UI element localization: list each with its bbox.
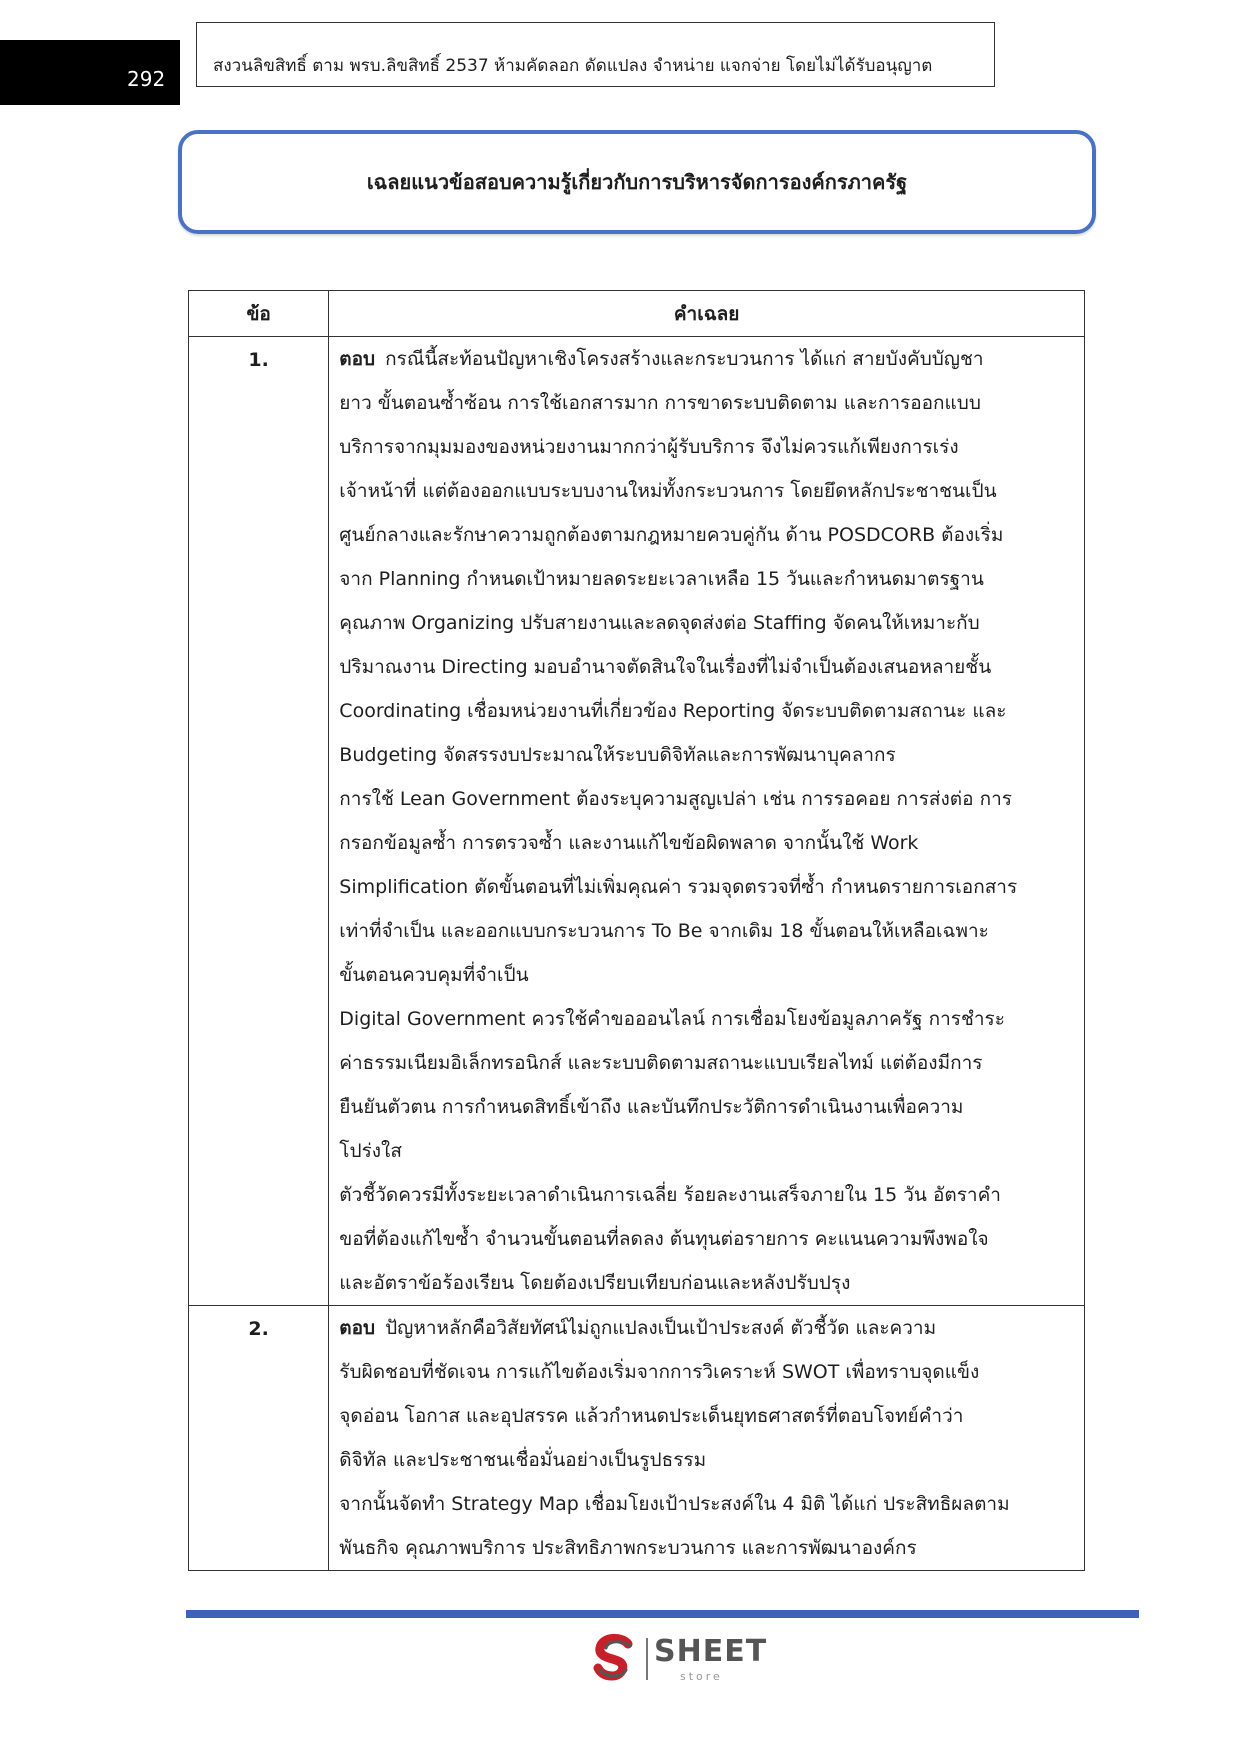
answer-line-text: ค่าธรรมเนียมอิเล็กทรอนิกส์ และระบบติดตามสถานะแบบเรียลไทม์ แต่ต้องมีการ	[339, 1052, 983, 1074]
answer-line	[339, 601, 1066, 645]
answer-line	[339, 1261, 1066, 1305]
answer-line	[339, 1129, 1066, 1173]
answer-line-text: พันธกิจ คุณภาพบริการ ประสิทธิภาพกระบวนการ และการพัฒนาองค์กร	[339, 1537, 917, 1559]
answer-line	[339, 1041, 1066, 1085]
answer-line-text: จุดอ่อน โอกาส และอุปสรรค แล้วกำหนดประเด็นยุทธศาสตร์ที่ตอบโจทย์คำว่า	[339, 1405, 964, 1427]
answer-line-text: จาก Planning กำหนดเป้าหมายลดระยะเวลาเหลือ 15 วันและกำหนดมาตรฐาน	[339, 568, 984, 590]
answer-line	[339, 1217, 1066, 1261]
answer-line	[339, 1394, 1066, 1438]
page-number: 292	[127, 67, 166, 91]
table-row	[189, 337, 1085, 1306]
answer-lead-label: ตอบ	[339, 1317, 376, 1339]
answer-line-text: ยืนยันตัวตน การกำหนดสิทธิ์เข้าถึง และบันทึกประวัติการดำเนินงานเพื่อความ	[339, 1096, 964, 1118]
question-number: 1.	[189, 337, 329, 1306]
answer-line	[339, 953, 1066, 997]
answer-line-text: บริการจากมุมมองของหน่วยงานมากกว่าผู้รับบริการ จึงไม่ควรแก้เพียงการเร่ง	[339, 436, 959, 458]
sheet-store-logo-icon	[588, 1632, 640, 1684]
page-number-tab	[0, 40, 180, 105]
answer-line	[339, 733, 1066, 777]
answer-line-text: Simplification ตัดขั้นตอนที่ไม่เพิ่มคุณค่า รวมจุดตรวจที่ซ้ำ กำหนดรายการเอกสาร	[339, 876, 1018, 898]
answer-line-text: Digital Government ควรใช้คำขอออนไลน์ การเชื่อมโยงข้อมูลภาครัฐ การชำระ	[339, 1008, 1005, 1030]
answer-line	[339, 645, 1066, 689]
answer-line-text: และอัตราข้อร้องเรียน โดยต้องเปรียบเทียบก่อนและหลังปรับปรุง	[339, 1272, 851, 1294]
answer-line	[339, 557, 1066, 601]
logo-separator	[646, 1638, 648, 1680]
answer-line	[339, 909, 1066, 953]
answer-line-text: รับผิดชอบที่ชัดเจน การแก้ไขต้องเริ่มจากการวิเคราะห์ SWOT เพื่อทราบจุดแข็ง	[339, 1361, 980, 1383]
page-title-text: เฉลยแนวข้อสอบความรู้เกี่ยวกับการบริหารจัดการองค์กรภาครัฐ	[366, 170, 908, 194]
table-header-row	[189, 291, 1085, 337]
answer-line-text: ขอที่ต้องแก้ไขซ้ำ จำนวนขั้นตอนที่ลดลง ต้นทุนต่อรายการ คะแนนความพึงพอใจ	[339, 1228, 989, 1250]
answer-line-text: การใช้ Lean Government ต้องระบุความสูญเปล่า เช่น การรอคอย การส่งต่อ การ	[339, 788, 1012, 810]
answer-line-text: จากนั้นจัดทำ Strategy Map เชื่อมโยงเป้าประสงค์ใน 4 มิติ ได้แก่ ประสิทธิผลตาม	[339, 1493, 1010, 1515]
answer-line-text: คุณภาพ Organizing ปรับสายงานและลดจุดส่งต่อ Staffing จัดคนให้เหมาะกับ	[339, 612, 980, 634]
answer-line	[339, 821, 1066, 865]
answer-line	[339, 425, 1066, 469]
answer-cell	[329, 1306, 1085, 1571]
column-header-number: ข้อ	[189, 291, 329, 337]
answer-line	[339, 1085, 1066, 1129]
answer-line-text: Coordinating เชื่อมหน่วยงานที่เกี่ยวข้อง Reporting จัดระบบติดตามสถานะ และ	[339, 700, 1007, 722]
answer-line-text: โปร่งใส	[339, 1140, 402, 1162]
footer-rule	[186, 1610, 1139, 1618]
answer-line	[339, 1350, 1066, 1394]
table-row	[189, 1306, 1085, 1571]
answer-line	[339, 777, 1066, 821]
answer-line-text: ปัญหาหลักคือวิสัยทัศน์ไม่ถูกแปลงเป็นเป้าประสงค์ ตัวชี้วัด และความ	[385, 1317, 937, 1339]
sheet-store-logo	[588, 1632, 768, 1688]
answer-line	[339, 865, 1066, 909]
answer-line	[339, 1526, 1066, 1570]
answer-line-text: ขั้นตอนควบคุมที่จำเป็น	[339, 964, 529, 986]
answer-line-text: กรณีนี้สะท้อนปัญหาเชิงโครงสร้างและกระบวนการ ได้แก่ สายบังคับบัญชา	[385, 348, 984, 370]
logo-subtext: store	[680, 1670, 723, 1683]
answer-line	[339, 513, 1066, 557]
answer-line	[339, 1438, 1066, 1482]
answer-line-text: Budgeting จัดสรรงบประมาณให้ระบบดิจิทัลและการพัฒนาบุคลากร	[339, 744, 896, 766]
answer-line	[339, 1173, 1066, 1217]
answer-line-text: ปริมาณงาน Directing มอบอำนาจตัดสินใจในเรื่องที่ไม่จำเป็นต้องเสนอหลายชั้น	[339, 656, 992, 678]
answer-line-text: ศูนย์กลางและรักษาความถูกต้องตามกฎหมายควบคู่กัน ด้าน POSDCORB ต้องเริ่ม	[339, 524, 1004, 546]
answer-line-text: ยาว ขั้นตอนซ้ำซ้อน การใช้เอกสารมาก การขาดระบบติดตาม และการออกแบบ	[339, 392, 981, 414]
page-title	[178, 130, 1096, 234]
answer-line	[339, 381, 1066, 425]
answer-line-text: เท่าที่จำเป็น และออกแบบกระบวนการ To Be จากเดิม 18 ขั้นตอนให้เหลือเฉพาะ	[339, 920, 989, 942]
question-number: 2.	[189, 1306, 329, 1571]
answer-cell	[329, 337, 1085, 1306]
answer-lead-label: ตอบ	[339, 348, 376, 370]
answer-line	[339, 1306, 1066, 1350]
answer-line-text: ตัวชี้วัดควรมีทั้งระยะเวลาดำเนินการเฉลี่ย ร้อยละงานเสร็จภายใน 15 วัน อัตราคำ	[339, 1184, 1001, 1206]
answer-line-text: ดิจิทัล และประชาชนเชื่อมั่นอย่างเป็นรูปธรรม	[339, 1449, 707, 1471]
answer-line	[339, 469, 1066, 513]
answer-line	[339, 337, 1066, 381]
answer-line	[339, 689, 1066, 733]
logo-wordmark: SHEET	[654, 1634, 768, 1669]
answer-line	[339, 997, 1066, 1041]
answer-line	[339, 1482, 1066, 1526]
answer-line-text: กรอกข้อมูลซ้ำ การตรวจซ้ำ และงานแก้ไขข้อผิดพลาด จากนั้นใช้ Work	[339, 832, 919, 854]
answer-line-text: เจ้าหน้าที่ แต่ต้องออกแบบระบบงานใหม่ทั้งกระบวนการ โดยยึดหลักประชาชนเป็น	[339, 480, 997, 502]
column-header-answer: คำเฉลย	[329, 291, 1085, 337]
answer-table	[188, 290, 1085, 1571]
copyright-notice: สงวนลิขสิทธิ์ ตาม พรบ.ลิขสิทธิ์ 2537 ห้ามคัดลอก ดัดแปลง จำหน่าย แจกจ่าย โดยไม่ได้รับอนุญาต	[196, 22, 995, 87]
